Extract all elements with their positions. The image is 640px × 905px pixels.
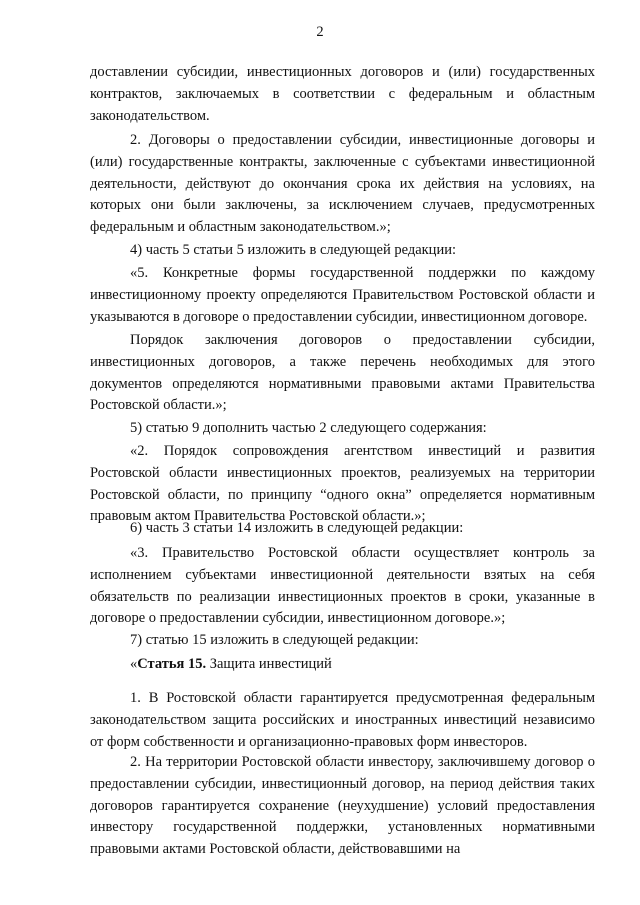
paragraph-item-7: 7) статью 15 изложить в следующей редакции: (130, 632, 419, 648)
article-heading-title: Защита инвестиций (206, 656, 332, 672)
paragraph-protection-1: 1. В Ростовской области гарантируется предусмотренная федеральным законодательством защита российских и иностранных инвестиций независимо от форм собственности и организационно-правовых форм инвесторов. (90, 690, 595, 750)
article-15-heading (90, 654, 595, 676)
article-heading-quote: « (130, 656, 138, 672)
paragraph-continuation: доставлении субсидии, инвестиционных договоров и (или) государственных контрактов, заключаемых в соответствии с федеральным и областным законодательством. (90, 64, 595, 124)
paragraph-one-window: «2. Порядок сопровождения агентством инвестиций и развития Ростовской области инвестиционных проектов, реализуемых на территории Ростовской области, по принципу “одного окна” определяется нормативным правовым актом Правительства Ростовской области.»; (90, 443, 595, 525)
paragraph-contract-procedure: Порядок заключения договоров о предоставлении субсидии, инвестиционных договоров, а также перечень необходимых для этого документов определяются нормативными правовыми актами Правительства Ростовской области.»; (90, 332, 595, 414)
paragraph-clause-2: 2. Договоры о предоставлении субсидии, инвестиционные договоры и (или) государственные контракты, заключенные с субъектами инвестиционной деятельности, действуют до окончания срока их действия на условиях, на которых они были заключены, за исключением случаев, предусмотренных федеральным и областным законодательством.»; (90, 132, 595, 236)
article-heading-number: Статья 15. (137, 656, 207, 672)
paragraph-control-clause: «3. Правительство Ростовской области осуществляет контроль за исполнением субъектами инвестиционной деятельности взятых на себя обязательств по реализации инвестиционных проектов в сроки, указанные в договоре о предоставлении субсидии, инвестиционном договоре.»; (90, 545, 595, 627)
paragraph-protection-2: 2. На территории Ростовской области инвестору, заключившему договор о предоставлении субсидии, инвестиционный договор, на период действия таких договоров гарантируется сохранение (неухудшение) условий предоставления инвестору государственной поддержки, установленных нормативными правовыми актами Ростовской области, действовавшими на (90, 754, 595, 858)
paragraph-clause-5: «5. Конкретные формы государственной поддержки по каждому инвестиционному проекту определяются Правительством Ростовской области и указываются в договоре о предоставлении субсидии, инвестиционном договоре. (90, 265, 595, 325)
page-number: 2 (316, 24, 324, 40)
paragraph-item-6: 6) часть 3 статьи 14 изложить в следующей редакции: (130, 520, 464, 536)
paragraph-item-4: 4) часть 5 статьи 5 изложить в следующей редакции: (130, 242, 456, 258)
paragraph-item-5: 5) статью 9 дополнить частью 2 следующего содержания: (130, 420, 487, 436)
